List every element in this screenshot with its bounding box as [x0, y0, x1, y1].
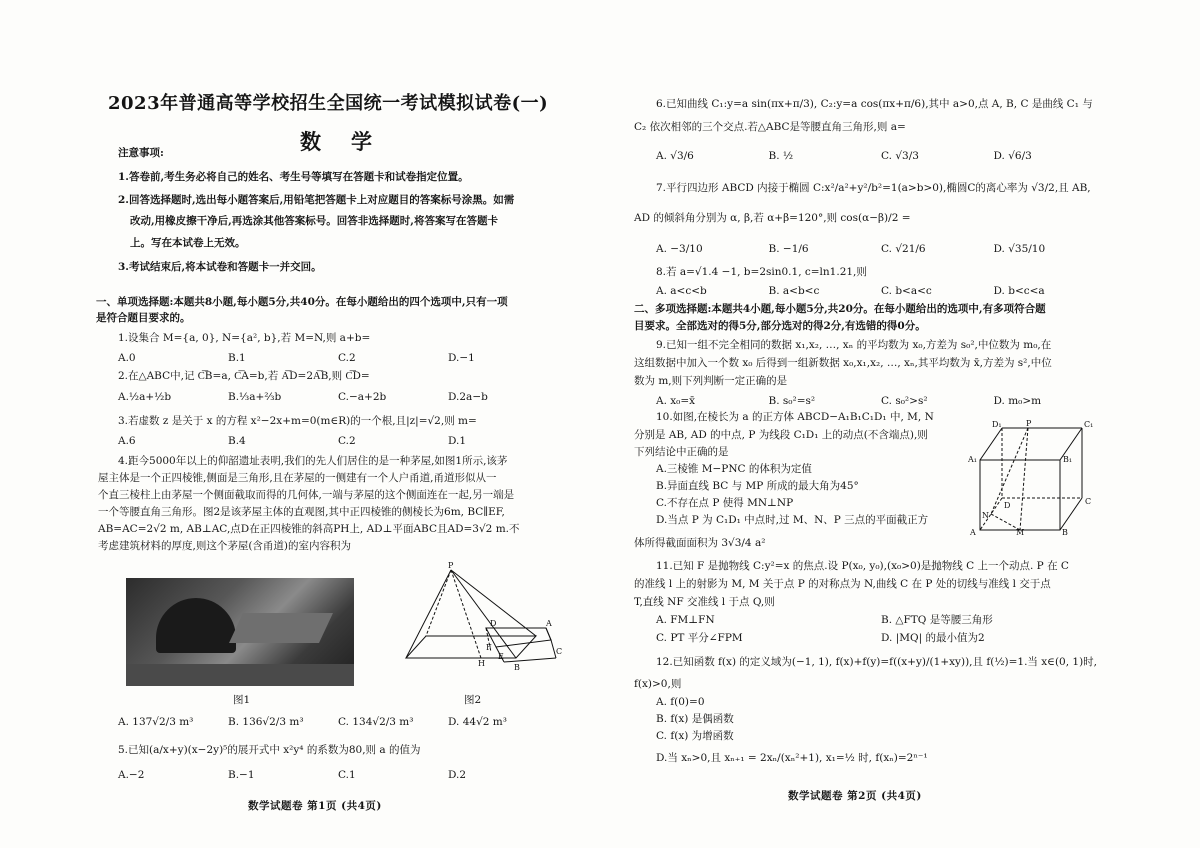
question-10-option-d-cont: 体所得截面面积为 3√3/4 a² [634, 537, 766, 549]
option-a: A. −3/10 [656, 243, 703, 255]
pyramid-edge-hidden [426, 570, 451, 636]
question-10-line-3: 下列结论中正确的是 [634, 446, 729, 458]
label-d: D [490, 619, 497, 628]
question-4-line-2: 屋主体是一个正四棱锥,侧面是三角形,且在茅屋的一侧建有一个人户甬道,甬道形似从一 [98, 472, 497, 484]
question-4-line-4: 一个等腰直角三角形。图2是该茅屋主体的直观图,其中正四棱锥的侧棱长为6m, BC∥EF, [98, 506, 505, 518]
hut-photo [126, 578, 354, 686]
question-4-line-6: 考虑建筑材料的厚度,则这个茅屋(含甬道)的室内容积为 [98, 540, 352, 552]
option-a: A. FM⊥FN [656, 614, 715, 626]
question-8-options [656, 285, 1106, 299]
label-a1: A₁ [968, 455, 977, 464]
question-8: 8.若 a=√1.4 −1, b=2sin0.1, c=ln1.21,则 [656, 266, 867, 278]
option-b: B. △FTQ 是等腰三角形 [881, 614, 993, 626]
question-2-options [118, 391, 558, 405]
label-n: N [982, 511, 989, 520]
question-10-option-d: D.当点 P 为 C₁D₁ 中点时,过 M、N、P 三点的平面截正方 [656, 514, 929, 526]
label-c: C [556, 647, 563, 656]
photo-hut-shape [156, 598, 236, 653]
option-d: D.2a−b [448, 391, 488, 403]
question-10-line-1: 10.如图,在棱长为 a 的正方体 ABCD−A₁B₁C₁D₁ 中, M, N [656, 411, 934, 423]
notice-item-2: 2.回答选择题时,选出每小题答案后,用铅笔把答题卡上对应题目的答案标号涂黑。如需 [118, 194, 515, 206]
option-d: D. m₀>m [993, 395, 1042, 407]
question-9-line-3: 数为 m,则下列判断一定正确的是 [634, 375, 788, 387]
option-a: A.6 [118, 435, 136, 447]
notice-item-3: 3.考试结束后,将本试卷和答题卡一并交回。 [118, 261, 322, 273]
pyramid-edge [451, 570, 516, 658]
question-11-line-3: T,直线 NF 交准线 l 于点 Q,则 [634, 596, 775, 608]
option-b: B. a<b<c [768, 285, 820, 297]
label-p: P [448, 562, 454, 570]
question-4-line-5: AB=AC=2√2 m, AB⊥AC,点D在正四棱锥的斜高PH上, AD⊥平面ABC且AD=3√2 m.不 [98, 523, 520, 535]
page-2 [628, 0, 1118, 848]
option-d: D. b<c<a [993, 285, 1045, 297]
question-4-line-3: 个直三棱柱上由茅屋一个侧面截取而得的几何体,一端与茅屋的这个侧面连在一起,另一端是 [98, 489, 515, 501]
figure-1-caption: 图1 [233, 694, 251, 706]
question-7-line-2: AD 的倾斜角分别为 α, β,若 α+β=120°,则 cos(α−β)/2 = [634, 212, 911, 224]
option-a: A. x₀=x̄ [656, 395, 696, 407]
page-2-footer: 数学试题卷 第2页 (共4页) [788, 790, 922, 802]
question-10-line-2: 分别是 AB, AD 的中点, P 为线段 C₁D₁ 上的动点(不含端点),则 [634, 429, 928, 441]
notice-item-1: 1.答卷前,考生务必将自己的姓名、考生号等填写在答题卡和试卷指定位置。 [118, 171, 469, 183]
option-b: B. −1/6 [768, 243, 809, 255]
figure-2-caption: 图2 [464, 694, 482, 706]
exam-title: 2023年普通高等学校招生全国统一考试模拟试卷(一) [108, 93, 549, 114]
pyramid-base [406, 636, 536, 658]
cube-front-face [980, 460, 1060, 530]
label-b1: B₁ [1063, 455, 1073, 464]
question-4-line-1: 4.距今5000年以上的仰韶遗址表明,我们的先人们居住的是一种茅屋,如图1所示,该茅 [118, 455, 508, 467]
option-d: D. 44√2 m³ [448, 716, 507, 728]
question-7-line-1: 7.平行四边形 ABCD 内接于椭圆 C:x²/a²+y²/b²=1(a>b>0),椭圆C的离心率为 √3/2,且 AB, [656, 182, 1091, 194]
question-12-option-d: D.当 xₙ>0,且 xₙ₊₁ = 2xₙ/(xₙ²+1), x₁=½ 时, f(xₙ)=2ⁿ⁻¹ [656, 752, 928, 764]
option-c: C. √21/6 [881, 243, 926, 255]
label-a: A [970, 528, 976, 536]
option-d: D. √6/3 [993, 150, 1032, 162]
question-11-line-2: 的准线 l 上的射影为 M, M 关于点 P 的对称点为 N,曲线 C 在 P 处的切线与准线 l 交于点 [634, 578, 1051, 590]
question-9-line-2: 这组数据中加入一个数 x₀ 后得到一组新数据 x₀,x₁,x₂, …, xₙ,其平均数为 x̄,方差为 s²,中位 [634, 357, 1052, 369]
question-5-options [118, 769, 558, 783]
option-a: A. 137√2/3 m³ [118, 716, 194, 728]
option-a: A. √3/6 [656, 150, 694, 162]
cube-edge [1060, 498, 1082, 530]
option-c: C. b<a<c [881, 285, 932, 297]
label-c: C [1085, 497, 1092, 506]
page-1 [88, 0, 583, 848]
question-7-options [656, 243, 1106, 257]
question-9-line-1: 9.已知一组不完全相同的数据 x₁,x₂, …, xₙ 的平均数为 x₀,方差为 s₀²,中位数为 m₀,在 [656, 339, 1052, 351]
question-12-option-a: A. f(0)=0 [656, 696, 705, 708]
question-11-options-cd [656, 632, 1106, 646]
option-c: C.2 [338, 352, 356, 364]
option-c: C.2 [338, 435, 356, 447]
question-5: 5.已知(a/x+y)(x−2y)⁵的展开式中 x²y⁴ 的系数为80,则 a 的值为 [118, 744, 421, 756]
label-h: H [478, 659, 485, 668]
photo-hall-shape [229, 613, 333, 643]
section-1-heading-cont: 是符合题目要求的。 [96, 312, 191, 324]
option-d: D.1 [448, 435, 467, 447]
option-a: A.−2 [118, 769, 145, 781]
option-d: D. √35/10 [993, 243, 1046, 255]
option-c: C. 134√2/3 m³ [338, 716, 414, 728]
option-a: A.0 [118, 352, 136, 364]
question-11-options-ab [656, 614, 1106, 628]
pyramid-edge [406, 570, 451, 658]
label-m: M [1016, 528, 1025, 536]
question-3-options [118, 435, 558, 449]
cube-diagram [968, 418, 1098, 536]
option-d: D.−1 [448, 352, 475, 364]
option-c: C. PT 平分∠FPM [656, 632, 743, 644]
label-e: E [498, 652, 504, 661]
option-c: C. s₀²>s² [881, 395, 928, 407]
cube-edge [980, 428, 1002, 460]
page-1-footer: 数学试题卷 第1页 (共4页) [248, 800, 382, 812]
option-c: C.1 [338, 769, 356, 781]
option-d: D. |MQ| 的最小值为2 [881, 632, 985, 644]
question-12-line-1: 12.已知函数 f(x) 的定义域为(−1, 1), f(x)+f(y)=f((x+y)/(1+xy)),且 f(½)=1.当 x∈(0, 1)时, [656, 656, 1098, 668]
question-10-option-a: A.三棱锥 M−PNC 的体积为定值 [656, 463, 812, 475]
option-b: B.4 [228, 435, 246, 447]
notice-heading: 注意事项: [118, 147, 164, 159]
label-p: P [1026, 419, 1032, 428]
question-6-line-2: C₂ 依次相邻的三个交点.若△ABC是等腰直角三角形,则 a= [634, 121, 906, 133]
label-c1: C₁ [1084, 420, 1094, 429]
notice-item-2-end: 上。写在本试卷上无效。 [130, 237, 246, 249]
section-2-heading-cont: 目要求。全部选对的得5分,部分选对的得2分,有选错的得0分。 [634, 320, 926, 332]
question-1: 1.设集合 M={a, 0}, N={a², b},若 M=N,则 a+b= [118, 332, 371, 344]
hallway-edge [504, 658, 556, 662]
label-d: D [1004, 501, 1011, 510]
slant-height [451, 570, 481, 658]
question-2: 2.在△ABC中,记 C͞B=a, C͞A=b,若 A͞D=2A͞B,则 C͞D= [118, 370, 370, 382]
option-a: A. a<c<b [656, 285, 707, 297]
option-c: C.−a+2b [338, 391, 387, 403]
label-f: F [486, 643, 492, 652]
label-d1: D₁ [992, 420, 1002, 429]
hallway-edge [546, 628, 551, 640]
section-2-heading: 二、多项选择题:本题共4小题,每小题5分,共20分。在每小题给出的选项中,有多项符合题 [634, 303, 1046, 315]
question-12-line-2: f(x)>0,则 [634, 678, 682, 690]
notice-item-2-cont: 改动,用橡皮擦干净后,再选涂其他答案标号。回答非选择题时,将答案写在答题卡 [130, 215, 498, 227]
option-b: B.⅓a+⅔b [228, 391, 282, 403]
option-b: B.1 [228, 352, 246, 364]
question-12-option-c: C. f(x) 为增函数 [656, 730, 734, 742]
option-b: B. ½ [768, 150, 794, 162]
label-a: A [546, 619, 552, 628]
question-11-line-1: 11.已知 F 是抛物线 C:y²=x 的焦点.设 P(x₀, y₀),(x₀>0)是抛物线 C 上一个动点. P 在 C [656, 560, 1069, 572]
section-1-heading: 一、单项选择题:本题共8小题,每小题5分,共40分。在每小题给出的四个选项中,只有一项 [96, 296, 508, 308]
option-c: C. √3/3 [881, 150, 919, 162]
question-6-line-1: 6.已知曲线 C₁:y=a sin(πx+π/3), C₂:y=a cos(πx+π/6),其中 a>0,点 A, B, C 是曲线 C₁ 与 [656, 98, 1093, 110]
question-10-option-c: C.不存在点 P 使得 MN⊥NP [656, 497, 794, 509]
label-b: B [514, 663, 520, 672]
figure-2-diagram [386, 562, 576, 692]
option-b: B.−1 [228, 769, 255, 781]
option-b: B. s₀²=s² [768, 395, 816, 407]
question-6-options [656, 150, 1106, 164]
label-b: B [1062, 528, 1068, 536]
question-9-options [656, 395, 1106, 409]
option-b: B. 136√2/3 m³ [228, 716, 304, 728]
option-a: A.½a+½b [118, 391, 172, 403]
option-d: D.2 [448, 769, 467, 781]
subject-title: 数学 [300, 129, 402, 154]
question-12-option-b: B. f(x) 是偶函数 [656, 713, 734, 725]
question-4-options [118, 716, 558, 730]
question-1-options [118, 352, 558, 366]
question-3: 3.若虚数 z 是关于 x 的方程 x²−2x+m=0(m∈R)的一个根,且|z|=√2,则 m= [118, 415, 477, 427]
question-10-option-b: B.异面直线 BC 与 MP 所成的最大角为45° [656, 480, 859, 492]
photo-floor-shape [126, 664, 354, 686]
